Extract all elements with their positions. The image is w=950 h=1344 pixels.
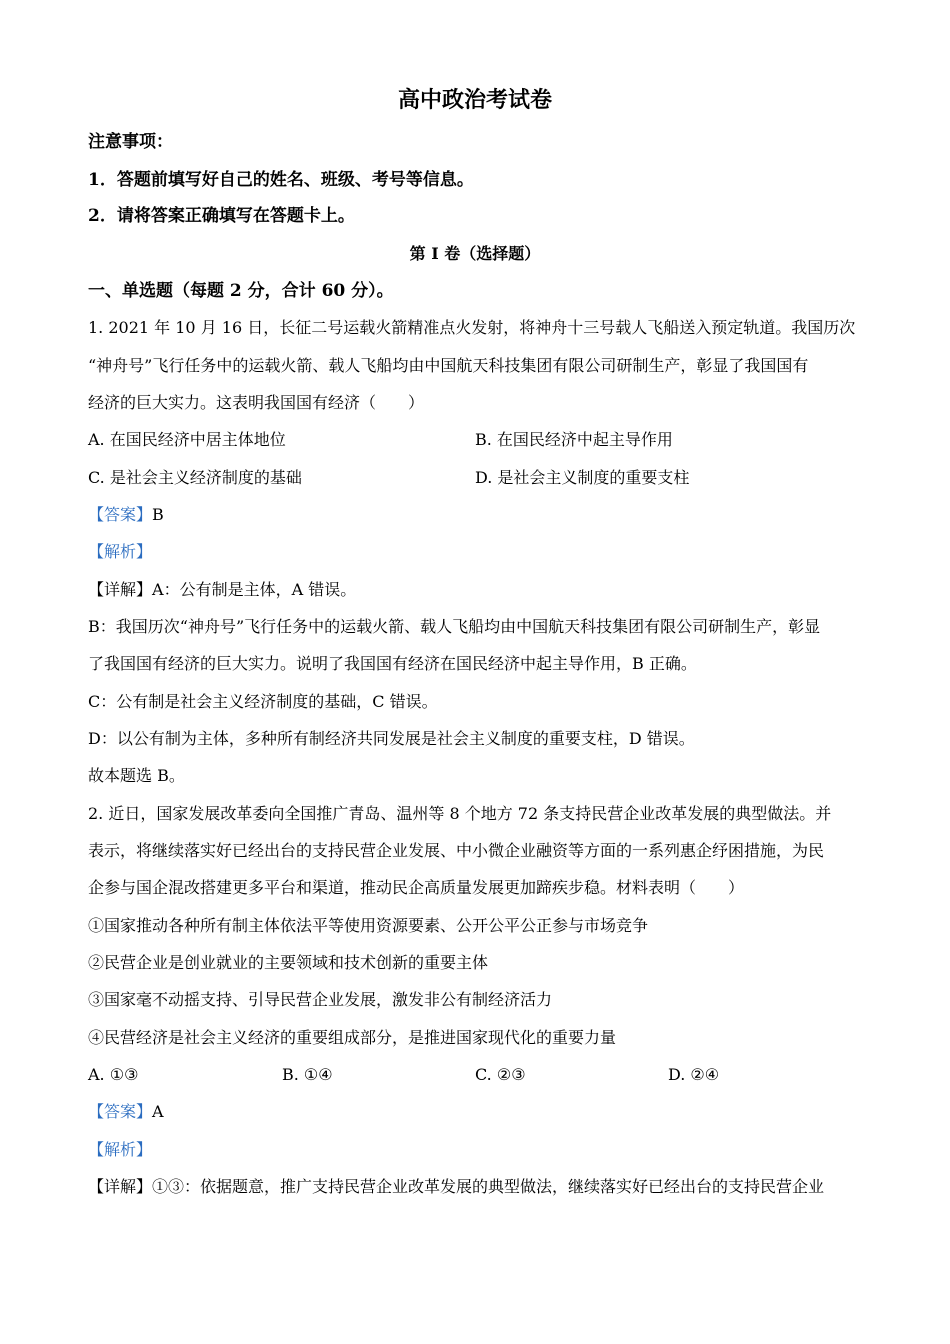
question-1-stem: “神舟号”飞行任务中的运载火箭、载人飞船均由中国航天科技集团有限公司研制生产，彰显了我国国有 bbox=[88, 356, 809, 375]
question-2-stem: 2. 近日，国家发展改革委向全国推广青岛、温州等 8 个地方 72 条支持民营企业改革发展的典型做法。并 bbox=[88, 804, 832, 823]
detail-text: A：公有制是主体，A 错误。 bbox=[152, 580, 357, 599]
question-1-option-a: A. 在国民经济中居主体地位 bbox=[88, 430, 286, 449]
answer-value: A bbox=[152, 1102, 164, 1121]
question-2-detail bbox=[88, 1177, 824, 1197]
part-title: 第 I 卷（选择题） bbox=[409, 244, 541, 263]
question-1-detail: C：公有制是社会主义经济制度的基础，C 错误。 bbox=[88, 692, 438, 711]
answer-label: 【答案】 bbox=[88, 505, 153, 524]
question-2-option-b: B. ①④ bbox=[282, 1065, 333, 1084]
question-2-stem: 企参与国企混改搭建更多平台和渠道，推动民企高质量发展更加蹄疾步稳。材料表明（ ） bbox=[88, 878, 745, 897]
question-1-conclusion: 故本题选 B。 bbox=[88, 766, 185, 785]
notice-item: 1．答题前填写好自己的姓名、班级、考号等信息。 bbox=[88, 170, 474, 190]
detail-label: 【详解】 bbox=[88, 580, 153, 599]
answer-label: 【答案】 bbox=[88, 1102, 153, 1121]
question-1-detail bbox=[88, 580, 356, 600]
section-title: 一、单选题（每题 2 分，合计 60 分）。 bbox=[88, 281, 394, 301]
question-2-statement: ③国家毫不动摇支持、引导民营企业发展，激发非公有制经济活力 bbox=[88, 990, 553, 1009]
notice-heading: 注意事项： bbox=[88, 132, 173, 152]
question-2-analysis-label: 【解析】 bbox=[88, 1140, 153, 1159]
question-2-option-d: D. ②④ bbox=[668, 1065, 720, 1084]
question-1-option-b: B. 在国民经济中起主导作用 bbox=[475, 430, 673, 449]
exam-title: 高中政治考试卷 bbox=[397, 87, 552, 113]
question-1-detail: 了我国国有经济的巨大实力。说明了我国国有经济在国民经济中起主导作用，B 正确。 bbox=[88, 654, 697, 673]
question-2-option-a: A. ①③ bbox=[88, 1065, 139, 1084]
detail-text: ①③：依据题意，推广支持民营企业改革发展的典型做法，继续落实好已经出台的支持民营企业 bbox=[152, 1177, 825, 1196]
question-2-statement: ①国家推动各种所有制主体依法平等使用资源要素、公开公平公正参与市场竞争 bbox=[88, 916, 649, 935]
notice-item: 2．请将答案正确填写在答题卡上。 bbox=[88, 206, 355, 226]
detail-label: 【详解】 bbox=[88, 1177, 153, 1196]
question-1-answer bbox=[88, 505, 164, 525]
question-2-stem: 表示，将继续落实好已经出台的支持民营企业发展、中小微企业融资等方面的一系列惠企纾困措施，为民 bbox=[88, 841, 825, 860]
question-1-stem: 经济的巨大实力。这表明我国国有经济（ ） bbox=[88, 393, 425, 412]
question-2-statement: ④民营经济是社会主义经济的重要组成部分，是推进国家现代化的重要力量 bbox=[88, 1028, 617, 1047]
question-2-statement: ②民营企业是创业就业的主要领域和技术创新的重要主体 bbox=[88, 953, 489, 972]
question-1-option-d: D. 是社会主义制度的重要支柱 bbox=[475, 468, 690, 487]
question-2-option-c: C. ②③ bbox=[475, 1065, 526, 1084]
question-1-option-c: C. 是社会主义经济制度的基础 bbox=[88, 468, 302, 487]
answer-value: B bbox=[152, 505, 164, 524]
question-1-detail: B：我国历次“神舟号”飞行任务中的运载火箭、载人飞船均由中国航天科技集团有限公司研制生产，彰显 bbox=[88, 617, 821, 636]
question-1-analysis-label: 【解析】 bbox=[88, 542, 153, 561]
question-1-stem: 1. 2021 年 10 月 16 日，长征二号运载火箭精准点火发射，将神舟十三号载人飞船送入预定轨道。我国历次 bbox=[88, 318, 856, 337]
question-1-detail: D：以公有制为主体，多种所有制经济共同发展是社会主义制度的重要支柱，D 错误。 bbox=[88, 729, 695, 748]
question-2-answer bbox=[88, 1102, 164, 1122]
